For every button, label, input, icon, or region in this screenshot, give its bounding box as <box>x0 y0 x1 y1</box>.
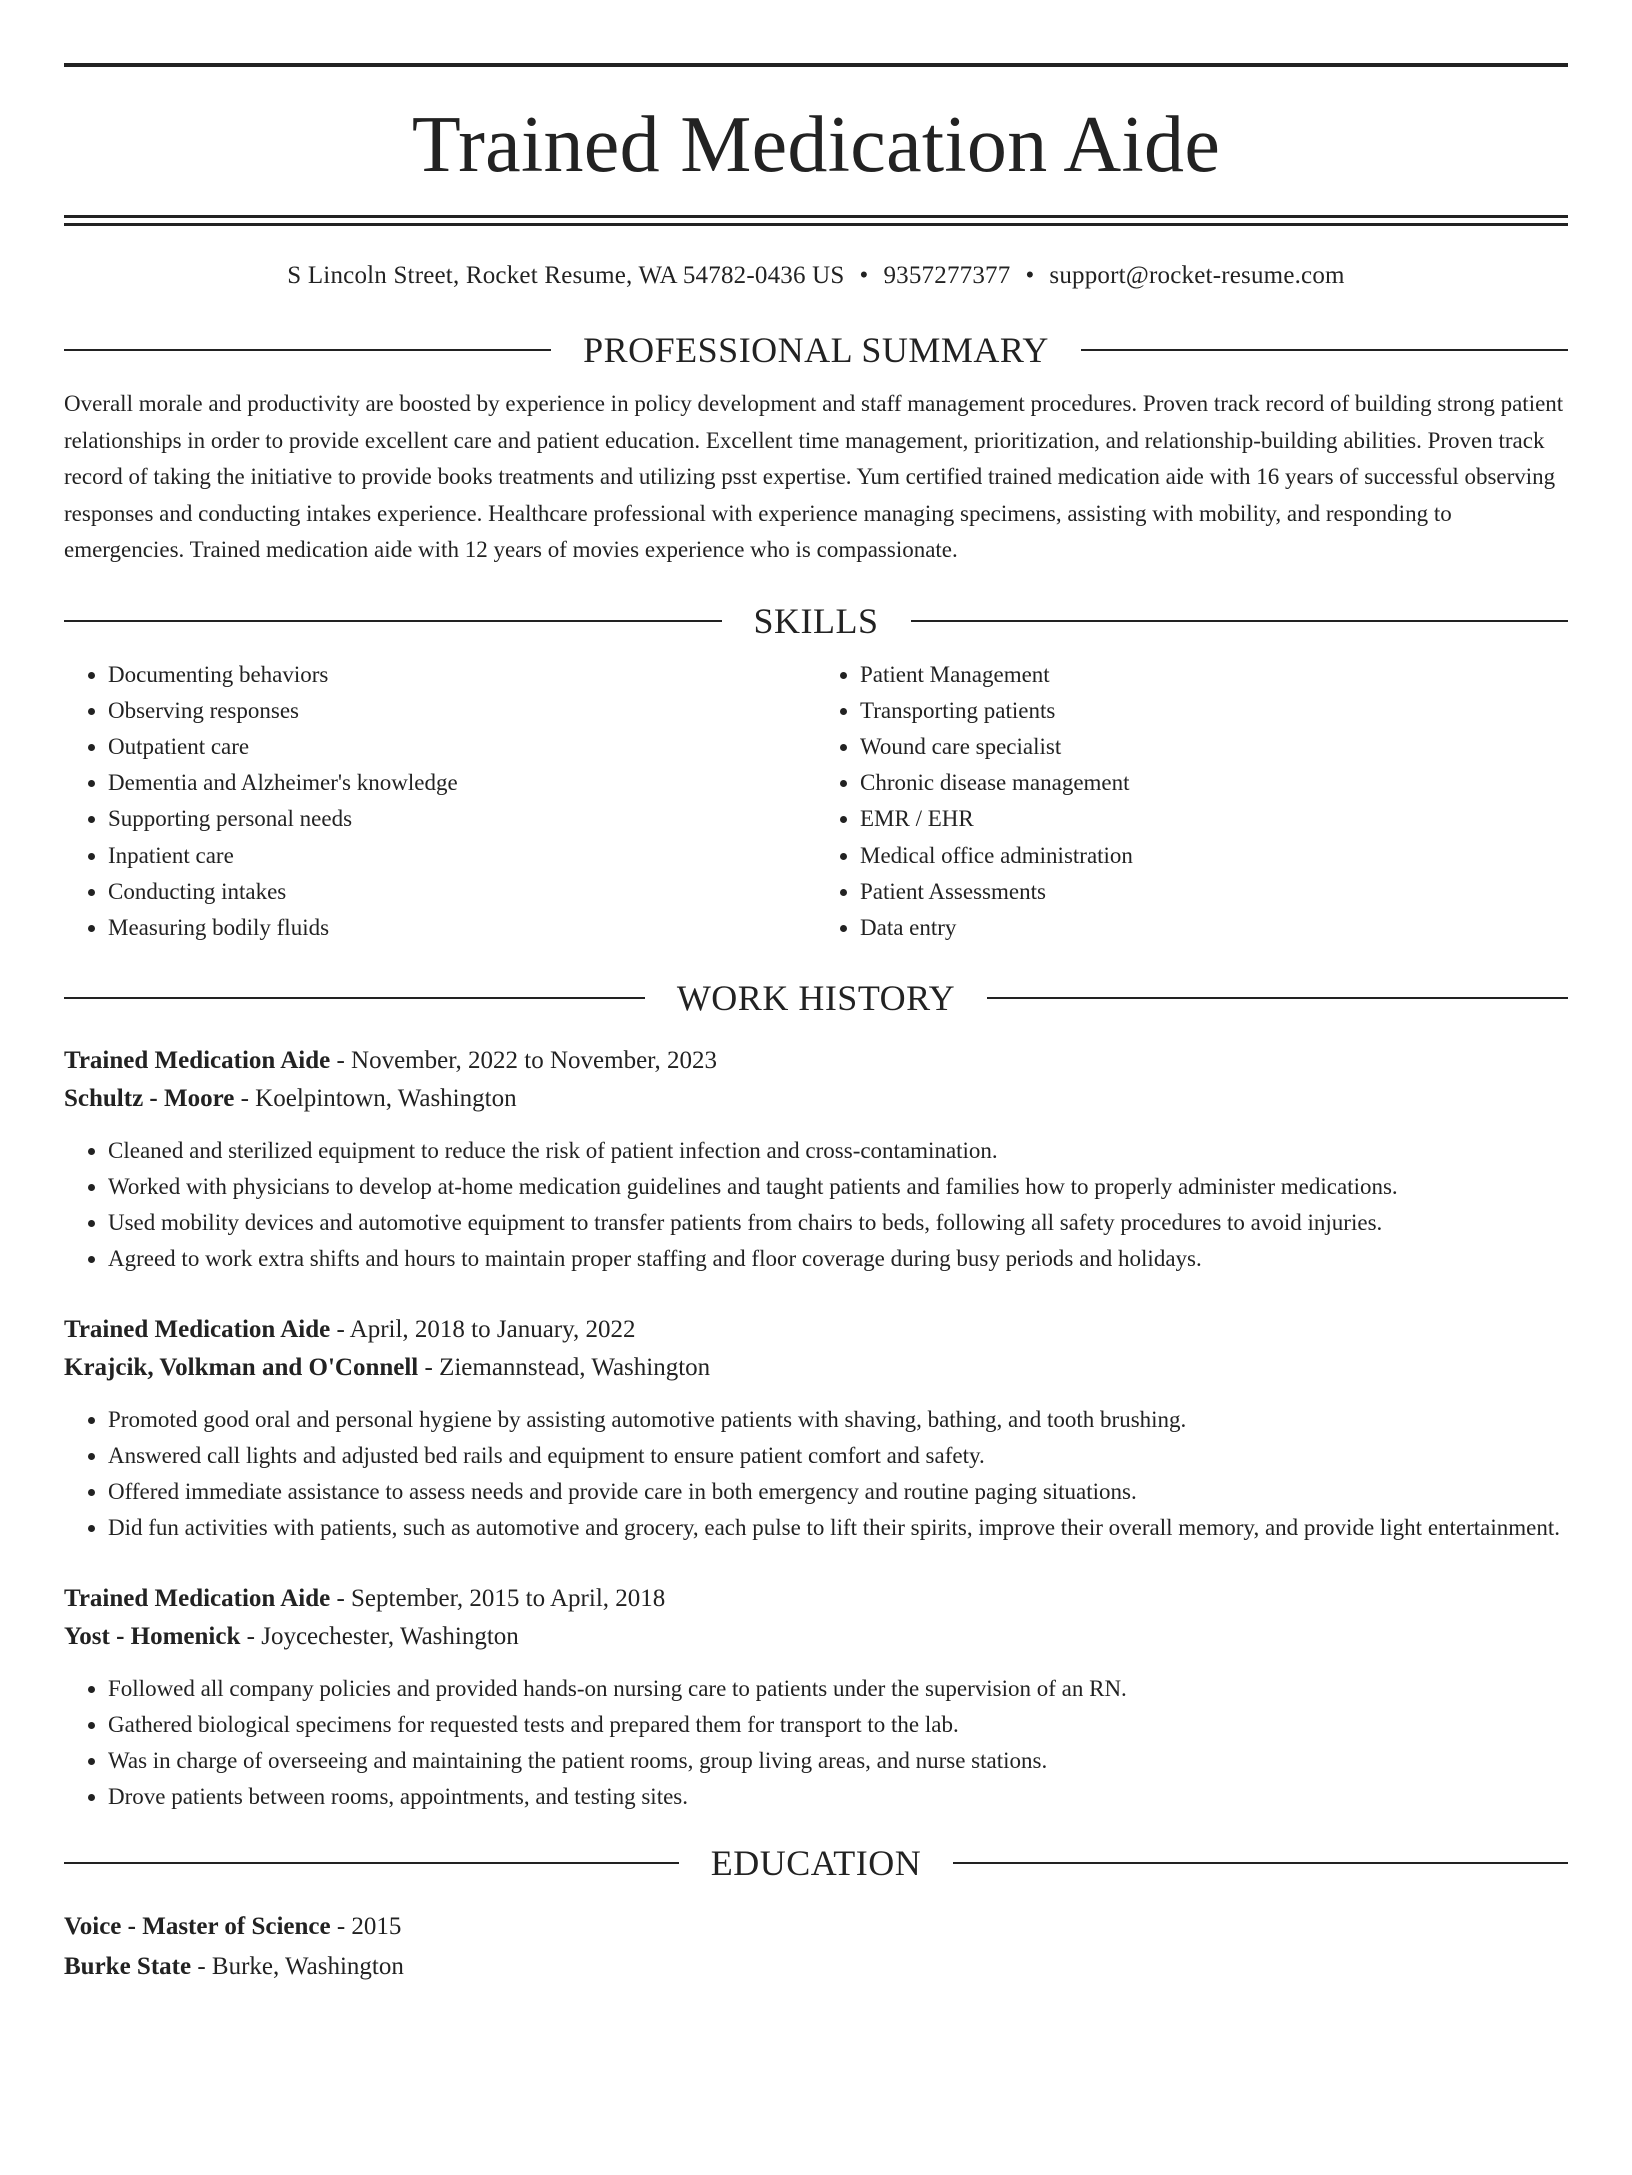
contact-separator: • <box>1025 262 1035 289</box>
job-dates: - November, 2022 to November, 2023 <box>330 1047 718 1075</box>
skills-grid <box>64 657 1568 947</box>
job-company-line <box>64 1349 1568 1387</box>
job-location: - Koelpintown, Washington <box>234 1085 517 1113</box>
job-title-line <box>64 1311 1568 1349</box>
job-title: Trained Medication Aide <box>64 1316 331 1344</box>
job-bullet: • Cleaned and sterilized equipment to reduce the risk of patient infection and cross-contamination. <box>108 1133 1568 1169</box>
skill-item: • Dementia and Alzheimer's knowledge <box>108 765 816 801</box>
job-bullet: • Agreed to work extra shifts and hours to maintain proper staffing and floor coverage during busy periods and holidays. <box>108 1241 1568 1277</box>
job-bullet: • Worked with physicians to develop at-home medication guidelines and taught patients and families how to properly administer medications. <box>108 1169 1568 1205</box>
section-title-skills: SKILLS <box>753 600 879 641</box>
education-school-line <box>64 1947 1568 1987</box>
job-bullets <box>64 1133 1568 1277</box>
job-dates: - April, 2018 to January, 2022 <box>330 1316 636 1344</box>
section-title-education: EDUCATION <box>710 1843 922 1884</box>
contact-line <box>64 260 1568 292</box>
section-rule-left <box>64 620 722 622</box>
section-header-work <box>64 976 1568 1020</box>
section-header-summary <box>64 328 1568 372</box>
skill-item: • Patient Assessments <box>860 874 1568 910</box>
skill-item: • EMR / EHR <box>860 801 1568 837</box>
job-bullets <box>64 1671 1568 1815</box>
section-title-summary: PROFESSIONAL SUMMARY <box>583 330 1049 370</box>
job-entry <box>64 1311 1568 1546</box>
summary-text: Overall morale and productivity are boosted by experience in policy development and staff management procedures. Proven track record of building strong patient relationships in order to provide excellent care and patient education. Excellent time management, prioritization, and relationship-building abilities. Proven track record of taking the initiative to provide books treatments and utilizing psst expertise. Yum certified trained medication aide with 16 years of successful observing responses and conducting intakes experience. Healthcare professional with experience managing specimens, assisting with mobility, and responding to emergencies. Trained medication aide with 12 years of movies experience who is compassionate. <box>64 391 1564 562</box>
candidate-name: Trained Medication Aide <box>411 101 1221 189</box>
skill-item: • Transporting patients <box>860 693 1568 729</box>
skill-item: • Outpatient care <box>108 729 816 765</box>
skill-item: • Documenting behaviors <box>108 657 816 693</box>
job-title-line <box>64 1580 1568 1618</box>
job-bullet: • Used mobility devices and automotive equipment to transfer patients from chairs to beds, following all safety procedures to avoid injuries. <box>108 1205 1568 1241</box>
skill-item: • Conducting intakes <box>108 874 816 910</box>
job-company: Yost - Homenick <box>64 1623 241 1651</box>
skill-item: • Medical office administration <box>860 838 1568 874</box>
contact-phone: 9357277377 <box>883 262 1011 289</box>
job-company: Schultz - Moore <box>64 1085 235 1113</box>
job-location: - Ziemannstead, Washington <box>418 1354 711 1382</box>
top-rule <box>64 63 1568 67</box>
skill-item: • Chronic disease management <box>860 765 1568 801</box>
skills-list-left <box>64 657 816 947</box>
contact-email: support@rocket-resume.com <box>1049 262 1345 289</box>
education-degree: Voice - Master of Science <box>64 1913 331 1941</box>
section-rule-right <box>953 1862 1568 1864</box>
education-school: Burke State <box>64 1953 192 1981</box>
job-location: - Joycechester, Washington <box>240 1623 519 1651</box>
section-title-work: WORK HISTORY <box>676 978 956 1019</box>
job-bullet: • Drove patients between rooms, appointments, and testing sites. <box>108 1779 1568 1815</box>
job-bullet: • Did fun activities with patients, such as automotive and grocery, each pulse to lift their spirits, improve their overall memory, and provide light entertainment. <box>108 1510 1568 1546</box>
resume-page <box>0 63 1632 2175</box>
education-entry <box>64 1907 1568 1987</box>
job-company: Krajcik, Volkman and O'Connell <box>64 1354 419 1382</box>
job-entry <box>64 1042 1568 1277</box>
section-rule-right <box>1081 349 1568 351</box>
job-bullet: • Offered immediate assistance to assess needs and provide care in both emergency and routine paging situations. <box>108 1474 1568 1510</box>
job-title: Trained Medication Aide <box>64 1047 331 1075</box>
section-rule-right <box>987 997 1568 999</box>
section-header-education <box>64 1841 1568 1885</box>
contact-separator: • <box>859 262 869 289</box>
section-rule-left <box>64 1862 679 1864</box>
job-bullet: • Promoted good oral and personal hygiene by assisting automotive patients with shaving, bathing, and tooth brushing. <box>108 1402 1568 1438</box>
skill-item: • Data entry <box>860 910 1568 946</box>
skills-list-right <box>816 657 1568 947</box>
job-title-line <box>64 1042 1568 1080</box>
section-header-skills <box>64 599 1568 643</box>
skill-item: • Supporting personal needs <box>108 801 816 837</box>
skill-item: • Measuring bodily fluids <box>108 910 816 946</box>
job-company-line <box>64 1080 1568 1118</box>
section-rule-right <box>911 620 1569 622</box>
job-company-line <box>64 1618 1568 1656</box>
job-entry <box>64 1580 1568 1815</box>
double-rule <box>64 215 1568 226</box>
skill-item: • Wound care specialist <box>860 729 1568 765</box>
job-bullet: • Gathered biological specimens for requested tests and prepared them for transport to the lab. <box>108 1707 1568 1743</box>
job-bullet: • Followed all company policies and provided hands-on nursing care to patients under the supervision of an RN. <box>108 1671 1568 1707</box>
skill-item: • Patient Management <box>860 657 1568 693</box>
job-bullets <box>64 1402 1568 1546</box>
education-year: - 2015 <box>330 1913 402 1941</box>
skill-item: • Observing responses <box>108 693 816 729</box>
skill-item: • Inpatient care <box>108 838 816 874</box>
education-degree-line <box>64 1907 1568 1947</box>
job-bullet: • Answered call lights and adjusted bed rails and equipment to ensure patient comfort and safety. <box>108 1438 1568 1474</box>
education-location: - Burke, Washington <box>191 1953 404 1981</box>
section-rule-left <box>64 997 645 999</box>
job-bullet: • Was in charge of overseeing and maintaining the patient rooms, group living areas, and nurse stations. <box>108 1743 1568 1779</box>
job-dates: - September, 2015 to April, 2018 <box>330 1585 666 1613</box>
job-title: Trained Medication Aide <box>64 1585 331 1613</box>
section-rule-left <box>64 349 551 351</box>
contact-address: S Lincoln Street, Rocket Resume, WA 54782-0436 US <box>287 262 845 289</box>
